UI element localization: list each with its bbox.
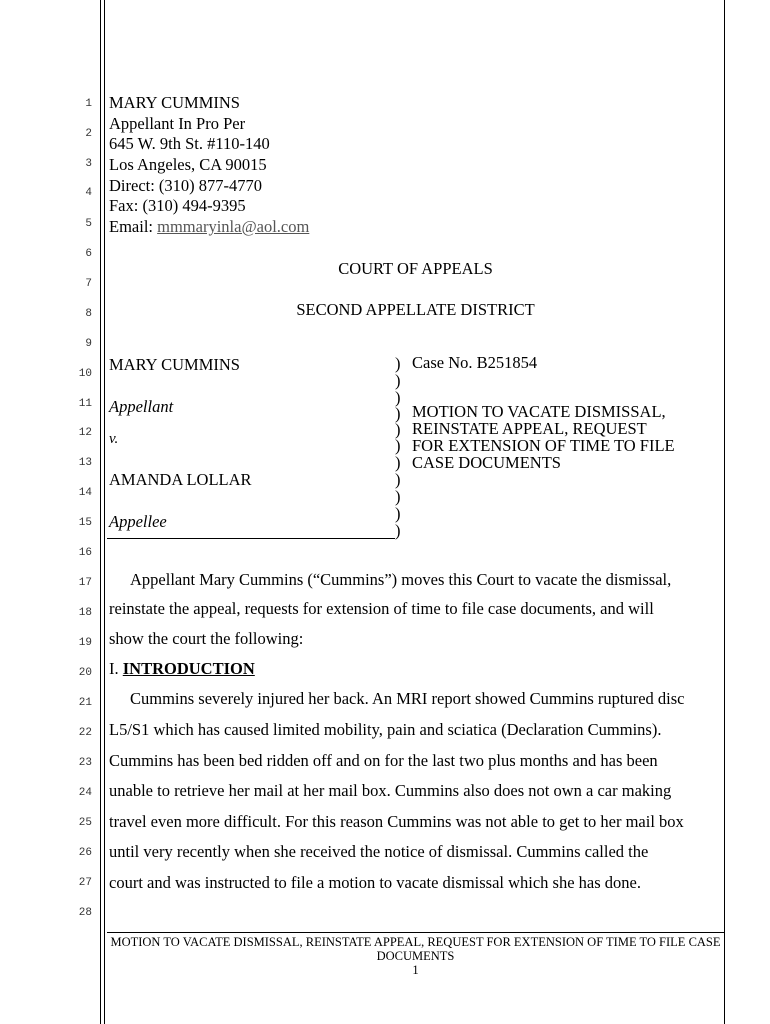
motion-title-line: REINSTATE APPEAL, REQUEST [412, 419, 647, 438]
body-line: reinstate the appeal, requests for extension of time to file case documents, and will [109, 599, 654, 618]
line-number: 19 [78, 637, 92, 649]
line-number: 8 [85, 308, 92, 320]
line-number: 18 [78, 607, 92, 619]
caption-paren: ) [395, 388, 401, 407]
line-number: 2 [85, 128, 92, 140]
email-link[interactable]: mmmaryinla@aol.com [157, 217, 310, 236]
caption-paren: ) [395, 354, 401, 373]
body-line: Appellant Mary Cummins (“Cummins”) moves this Court to vacate the dismissal, [130, 570, 672, 589]
court-name: COURT OF APPEALS [338, 259, 493, 278]
body-line: until very recently when she received the notice of dismissal. Cummins called the [109, 842, 649, 861]
caption-paren: ) [395, 504, 401, 523]
line-number: 28 [78, 907, 92, 919]
section-title: INTRODUCTION [122, 659, 255, 678]
direct-phone: Direct: (310) 877-4770 [109, 176, 263, 195]
caption-paren: ) [395, 487, 401, 506]
body-line: Cummins severely injured her back. An MRI report showed Cummins ruptured disc [130, 689, 685, 708]
left-margin-rule-outer [100, 0, 101, 1024]
line-number: 25 [78, 817, 92, 829]
court-district: SECOND APPELLATE DISTRICT [296, 300, 535, 319]
body-line: L5/S1 which has caused limited mobility, pain and sciatica (Declaration Cummins). [109, 720, 662, 739]
body-line: show the court the following: [109, 629, 304, 648]
email-line [109, 217, 309, 237]
line-number: 12 [78, 427, 92, 439]
page-number: 1 [412, 963, 419, 977]
caption-paren: ) [395, 404, 401, 423]
line-number: 10 [78, 368, 92, 380]
line-number: 16 [78, 547, 92, 559]
line-number: 27 [78, 877, 92, 889]
line-number: 24 [78, 787, 92, 799]
caption-paren: ) [395, 521, 401, 540]
body-line: unable to retrieve her mail at her mail box. Cummins also does not own a car making [109, 781, 672, 800]
caption-appellee-role: Appellee [109, 512, 167, 531]
caption-paren: ) [395, 453, 401, 472]
caption-paren: ) [395, 436, 401, 455]
caption-versus: v. [109, 431, 119, 447]
line-number: 3 [85, 158, 92, 170]
line-number: 9 [85, 338, 92, 350]
line-number: 11 [78, 398, 92, 410]
city-address: Los Angeles, CA 90015 [109, 155, 267, 174]
body-line: Cummins has been bed ridden off and on for the last two plus months and has been [109, 751, 658, 770]
caption-appellee-name: AMANDA LOLLAR [109, 470, 252, 489]
caption-underline [107, 538, 395, 539]
motion-title-line: FOR EXTENSION OF TIME TO FILE [412, 436, 675, 455]
street-address: 645 W. 9th St. #110-140 [109, 134, 270, 153]
line-number: 26 [78, 847, 92, 859]
email-label: Email: [109, 217, 158, 236]
footer-rule [107, 932, 724, 933]
line-number: 17 [78, 577, 92, 589]
line-number: 14 [78, 487, 92, 499]
body-line: travel even more difficult. For this reason Cummins was not able to get to her mail box [109, 812, 684, 831]
caption-paren: ) [395, 371, 401, 390]
section-heading [109, 659, 255, 679]
line-number: 22 [78, 727, 92, 739]
caption-paren: ) [395, 470, 401, 489]
fax-number: Fax: (310) 494-9395 [109, 196, 246, 215]
party-role: Appellant In Pro Per [109, 114, 246, 133]
right-margin-rule [724, 0, 725, 1024]
left-margin-rule-inner [104, 0, 105, 1024]
caption-appellant-name: MARY CUMMINS [109, 355, 240, 374]
footer-title-line: MOTION TO VACATE DISMISSAL, REINSTATE APPEAL, REQUEST FOR EXTENSION OF TIME TO FILE CASE [110, 935, 721, 949]
line-number: 4 [85, 187, 92, 199]
caption-appellant-role: Appellant [109, 397, 174, 416]
section-number: I. [109, 659, 119, 678]
case-number: Case No. B251854 [412, 353, 538, 372]
line-number: 5 [85, 218, 92, 230]
body-line: court and was instructed to file a motion to vacate dismissal which she has done. [109, 873, 641, 892]
motion-title-line: CASE DOCUMENTS [412, 453, 561, 472]
line-number: 13 [78, 457, 92, 469]
motion-title-line: MOTION TO VACATE DISMISSAL, [412, 402, 666, 421]
caption-paren: ) [395, 420, 401, 439]
line-number: 21 [78, 697, 92, 709]
line-number: 1 [85, 98, 92, 110]
footer-title-line: DOCUMENTS [376, 949, 455, 963]
line-number: 6 [85, 248, 92, 260]
line-number: 23 [78, 757, 92, 769]
line-number: 15 [78, 517, 92, 529]
party-name: MARY CUMMINS [109, 93, 240, 112]
line-number: 7 [85, 278, 92, 290]
line-number: 20 [78, 667, 92, 679]
